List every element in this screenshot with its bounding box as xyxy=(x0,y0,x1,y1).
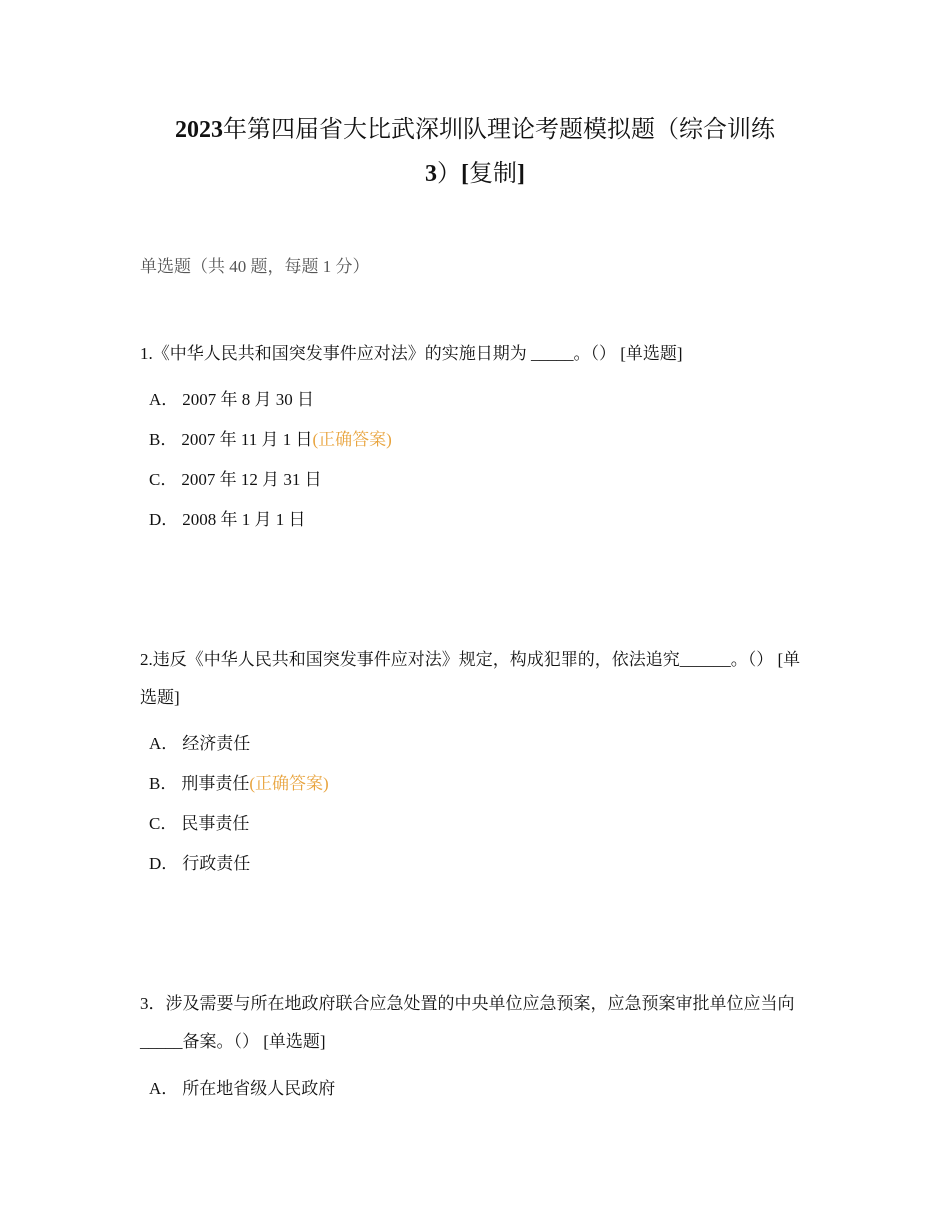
correct-answer-label: (正确答案) xyxy=(312,430,392,449)
correct-answer-label: (正确答案) xyxy=(249,774,329,793)
section-header: 单选题（共 40 题，每题 1 分） xyxy=(140,257,370,276)
question-type-tag: [单选题] xyxy=(263,1032,326,1051)
title-line-2: 3）[复制] xyxy=(425,161,525,187)
title-line-1: 2023年第四届省大比武深圳队理论考题模拟题（综合训练 xyxy=(175,117,775,143)
option-1-c[interactable]: C． 2007 年 12 月 31 日 xyxy=(149,470,322,489)
option-2-b[interactable]: B． 刑事责任(正确答案) xyxy=(149,774,329,793)
option-2-a[interactable]: A． 经济责任 xyxy=(149,734,251,753)
option-1-a[interactable]: A． 2007 年 8 月 30 日 xyxy=(149,390,315,409)
option-2-d[interactable]: D． 行政责任 xyxy=(149,854,251,873)
question-text: 1.《中华人民共和国突发事件应对法》的实施日期为 _____。（） xyxy=(140,344,616,363)
option-1-d[interactable]: D． 2008 年 1 月 1 日 xyxy=(149,510,306,529)
question-1 xyxy=(140,335,810,373)
question-3 xyxy=(140,985,810,1061)
option-1-b[interactable]: B． 2007 年 11 月 1 日(正确答案) xyxy=(149,430,392,449)
question-type-tag: [单选题] xyxy=(140,650,801,707)
question-2 xyxy=(140,641,810,717)
question-text: 2.违反《中华人民共和国突发事件应对法》规定，构成犯罪的，依法追究______。（） xyxy=(140,650,774,669)
page-title xyxy=(140,108,810,196)
question-text: 3．涉及需要与所在地政府联合应急处置的中央单位应急预案，应急预案审批单位应当向_____备案。（） xyxy=(140,994,795,1051)
option-3-a[interactable]: A． 所在地省级人民政府 xyxy=(149,1079,336,1098)
question-type-tag: [单选题] xyxy=(620,344,683,363)
option-2-c[interactable]: C． 民事责任 xyxy=(149,814,250,833)
